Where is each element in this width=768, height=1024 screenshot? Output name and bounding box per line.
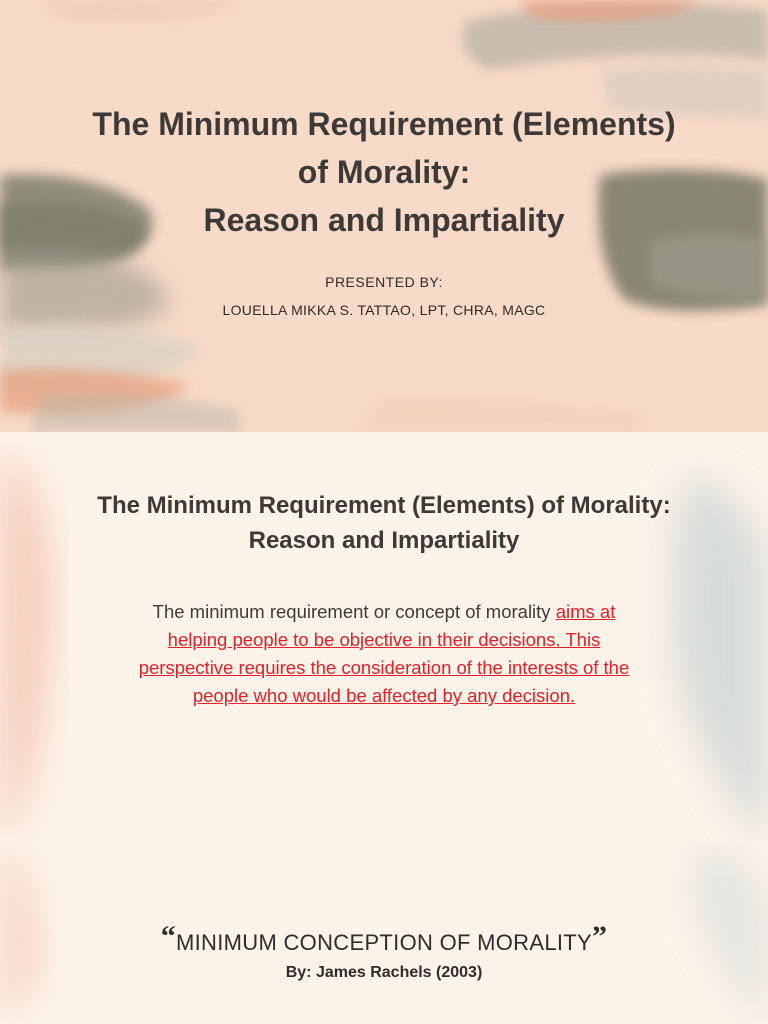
- definition-paragraph: [130, 598, 638, 710]
- close-quote-mark: ”: [592, 920, 608, 953]
- author-name: LOUELLA MIKKA S. TATTAO, LPT, CHRA, MAGC: [222, 302, 546, 318]
- definition-slide: [0, 432, 768, 842]
- quote-heading: [0, 920, 768, 958]
- open-quote-mark: “: [160, 920, 176, 953]
- slide-title: [20, 488, 748, 558]
- quote-title-text: MINIMUM CONCEPTION OF MORALITY: [176, 930, 592, 955]
- quote-slide: [0, 842, 768, 1024]
- quote-byline: By: James Rachels (2003): [285, 964, 483, 981]
- paragraph-text: The minimum requirement or concept of morality: [152, 601, 556, 622]
- title-slide: [0, 0, 768, 432]
- presented-by-label: PRESENTED BY:: [325, 274, 443, 290]
- highlighted-text: aims at helping people to be objective in their decisions. This perspective requires the consideration of the interests of the people who would be affected by any decision.: [138, 601, 630, 706]
- title-line: The Minimum Requirement (Elements): [92, 106, 676, 142]
- title-line: Reason and Impartiality: [203, 202, 565, 238]
- title-line: Reason and Impartiality: [248, 527, 520, 554]
- title-line: The Minimum Requirement (Elements) of Morality:: [97, 492, 671, 519]
- title-line: of Morality:: [297, 154, 471, 190]
- slide-title: [0, 100, 768, 244]
